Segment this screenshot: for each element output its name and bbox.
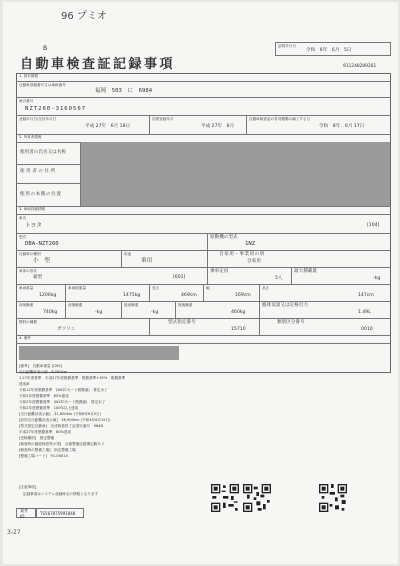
sec3-heading: 3. 車両詳細情報 xyxy=(19,207,46,211)
remarks-block xyxy=(19,363,125,459)
class-no-value: 0010 xyxy=(361,327,373,332)
case-id-label-box xyxy=(16,508,36,518)
owner-name-label: 使用者の氏名又は名称 xyxy=(20,150,66,155)
maker-label: 車名 xyxy=(19,216,27,220)
maker-value: トヨタ xyxy=(25,223,42,229)
fuel-label: 燃料の種類 xyxy=(19,320,37,324)
remark-line: 達成車 xyxy=(19,382,30,386)
use-label: 用途 xyxy=(124,252,132,256)
page-mark: 3-27 xyxy=(7,529,21,536)
rear-axle-value: 460kg xyxy=(231,310,246,315)
weight-value: 1200kg xyxy=(39,293,57,298)
remark-line: 1.27年度基準 平成27年度燃費基準 燃費基準+35% 燃費基準 xyxy=(19,376,126,380)
redacted-remarks-header xyxy=(19,346,179,360)
engine-value: 1NZ xyxy=(245,241,256,247)
type-label: 自動車の種別 xyxy=(19,252,41,256)
first-value: 平成 27年 6月 xyxy=(201,124,235,129)
capacity-label: 乗車定員 xyxy=(210,269,229,274)
sec4-heading: 4. 備考 xyxy=(19,336,31,340)
purpose-value: 自家用 xyxy=(247,259,261,264)
length-label: 長さ xyxy=(152,286,160,290)
base-label: 使用の本拠の位置 xyxy=(20,192,62,197)
sec2-heading: 2. 所有者情報 xyxy=(19,135,42,139)
case-id-value-box xyxy=(36,508,84,518)
capacity-value: 5人 xyxy=(275,276,283,281)
rear1-axle-value: -kg xyxy=(151,310,159,315)
front2-axle-value: -kg xyxy=(95,310,103,315)
issue-date-value: 令和 6年 6月 5日 xyxy=(306,48,352,53)
body-value: 箱型 xyxy=(33,275,43,280)
maker-code: [104] xyxy=(367,223,380,228)
purpose-label: 自家用・事業用の別 xyxy=(219,252,265,257)
qr-code-1 xyxy=(211,484,239,512)
length-value: 469cm xyxy=(181,293,197,298)
body-label: 車体の形状 xyxy=(19,269,37,273)
remark-line: 令和12年度燃費基準 (WLTCモード燃費値) 算定未了 xyxy=(19,388,108,392)
notice-title: [注意事項] xyxy=(19,485,37,489)
remark-line: [備考] 自動車重量 [OSS] xyxy=(19,364,62,368)
model-value: DBA-NZT260 xyxy=(25,241,59,247)
reg-label: 自動車登録番号又は車両番号 xyxy=(19,83,66,87)
handwritten-letter: B xyxy=(43,45,48,52)
remark-line: [走行距離計表示値] 31,800km (令和6年6月5日) xyxy=(19,412,102,416)
remark-line: 走行距離計表示値 6,000km xyxy=(19,370,68,374)
width-label: 幅 xyxy=(206,286,210,290)
fuel-value: ガソリン xyxy=(57,327,76,332)
front-axle-value: 740kg xyxy=(43,310,58,315)
model-label: 型式 xyxy=(19,235,27,239)
front2-axle-label: 前後軸重 xyxy=(68,303,83,307)
remark-line: 令和2年度燃費基準 100%以上達成 xyxy=(19,406,79,410)
remark-line: [整備工場コード] 91-00010 xyxy=(19,454,68,458)
qr-code-2 xyxy=(243,484,271,512)
type-value: 小 型 xyxy=(33,258,50,264)
chassis-label: 車台番号 xyxy=(19,99,34,103)
remark-line: [前回走行距離計表示値] 56,900km (令和4年6月15日) xyxy=(19,418,111,422)
weight-label: 車両重量 xyxy=(19,286,34,290)
rear1-axle-label: 後前軸重 xyxy=(124,303,139,307)
expiry-value: 令和 8年 6月 17日 xyxy=(319,124,365,129)
handwritten-note: 96 プミオ xyxy=(61,11,107,22)
engine-label: 原動機の型式 xyxy=(210,235,238,240)
body-code: [601] xyxy=(173,275,186,280)
gross-value: 1475kg xyxy=(123,293,141,298)
sec1-heading: 1. 基本情報 xyxy=(19,74,38,78)
class-no-label: 類別区分番号 xyxy=(277,320,305,325)
width-value: 169cm xyxy=(235,293,251,298)
issue-date-box xyxy=(275,42,391,56)
remark-line: [型式指定自動車] 完成検査終了証発行番号 964B xyxy=(19,424,104,428)
first-label: 初度登録年月 xyxy=(152,117,174,121)
displacement-value: 1.49L xyxy=(358,310,371,315)
height-value: 147cm xyxy=(358,293,374,298)
issue-date-label: 証明年月日 xyxy=(278,44,296,48)
qr-code-3 xyxy=(319,484,347,512)
gross-label: 車両総重量 xyxy=(68,286,86,290)
owner-addr-label: 使用者の住所 xyxy=(20,169,57,174)
notice-text: 記録事項はシステム登録時点の情報となります xyxy=(23,492,99,496)
remark-line: [検査時の整備工場] 指定整備工場 xyxy=(19,448,76,452)
page-title: 自動車検査証記録事項 xyxy=(20,57,176,72)
remark-line: 平成27年度燃費基準 80%達成 xyxy=(19,430,72,434)
case-id-value: TS567075991840 xyxy=(40,510,76,516)
case-id-label: 案件ID xyxy=(20,507,29,519)
redacted-owner-info xyxy=(81,142,390,206)
front-axle-label: 前前軸重 xyxy=(19,303,34,307)
height-label: 高さ xyxy=(262,286,270,290)
rear-axle-label: 後後軸重 xyxy=(178,303,193,307)
first-reg-value: 平成 27年 6月 18日 xyxy=(85,124,131,129)
first-reg-label: 登録年月日/交付年月日 xyxy=(19,117,57,121)
remark-line: [受検種別] 指定整備 xyxy=(19,436,55,440)
displacement-label: 総排気量又は定格出力 xyxy=(262,303,308,308)
maxload-value: -kg xyxy=(373,276,381,281)
remark-line: 令和2年度燃費基準 85%達成 xyxy=(19,394,69,398)
use-value: 乗用 xyxy=(141,258,153,264)
model-no-value: 15710 xyxy=(231,327,246,332)
maxload-label: 最大積載量 xyxy=(294,269,317,274)
expiry-label: 自動車検査証の有効期間の満了する日 xyxy=(249,117,311,121)
remark-line: [検査時の継続検査等の別] 点検整備記録簿記載あり xyxy=(19,442,105,446)
document-sheet xyxy=(3,2,398,564)
remark-line: 令和2年度燃費基準 (WLTCモード燃費値) 算定未了 xyxy=(19,400,106,404)
reg-value: 福岡 503 に 6984 xyxy=(95,88,153,94)
model-no-label: 型式指定番号 xyxy=(168,320,196,325)
doc-number: 911240209261 xyxy=(343,64,377,69)
chassis-value: NZT260-3160567 xyxy=(25,106,87,112)
